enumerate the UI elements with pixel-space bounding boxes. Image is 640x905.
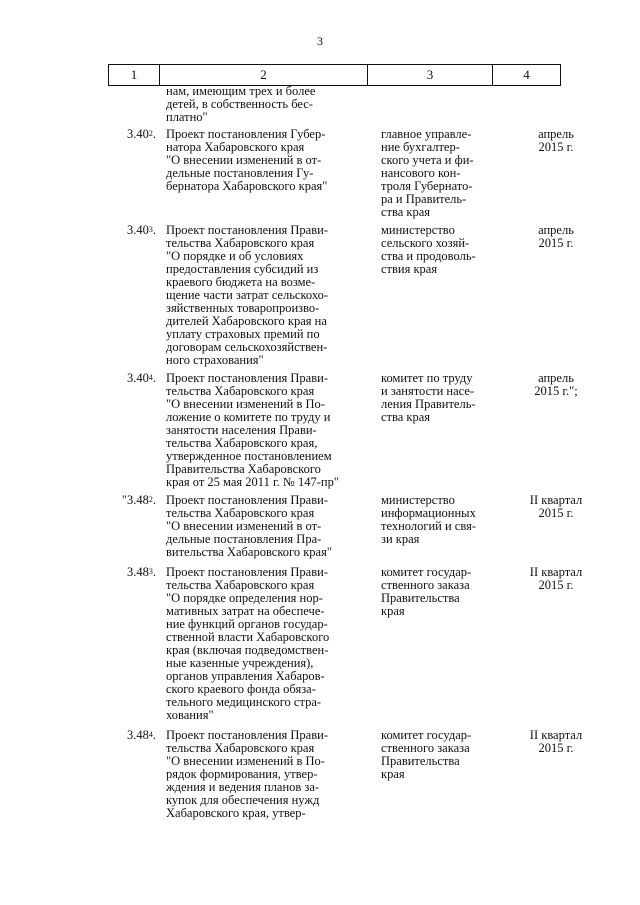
item-number: 3.48$^4$. [127, 728, 156, 742]
item-responsible: министерство сельского хозяй- ства и продоволь- ствия края [381, 223, 476, 276]
item-number: "3.48$^2$. [121, 493, 156, 507]
item-term: II квартал 2015 г. [529, 493, 583, 520]
page-number: 3 [317, 34, 323, 48]
continuation-line: платно" [166, 110, 208, 124]
column-header-2: 2 [160, 65, 368, 86]
column-header-table [108, 64, 561, 86]
item-responsible: комитет по труду и занятости насе- ления Правитель- ства края [381, 371, 476, 424]
item-responsible: комитет государ- ственного заказа Правительства края [381, 728, 472, 781]
item-description: Проект постановления Прави- тельства Хабаровского края "О порядке и об условиях предоставления субсидий из краевого бюджета на возме- щение части затрат сельскохо- зяйственных товаропроизво- дителей Хабаровского края на уплату страховых премий по договорам сельскохозяйствен- ного страхования" [166, 223, 329, 367]
continuation-line: детей, в собственность бес- [166, 97, 313, 111]
item-responsible: главное управле- ние бухгалтер- ского учета и фи- нансового кон- троля Губернато- ра и Правитель- ства края [381, 127, 474, 219]
column-header-3: 3 [368, 65, 493, 86]
continuation-text [166, 85, 371, 124]
item-description: Проект постановления Прави- тельства Хабаровского края "О внесении изменений в от- дельные постановления Пра- вительства Хабаровского края" [166, 493, 332, 559]
item-term: II квартал 2015 г. [529, 728, 583, 755]
item-number: 3.40$^4$. [127, 371, 156, 385]
item-term: апрель 2015 г."; [534, 371, 578, 398]
column-header-1: 1 [109, 65, 160, 86]
continuation-line: нам, имеющим трех и более [166, 84, 316, 98]
item-number: 3.48$^3$. [127, 565, 156, 579]
item-number: 3.40$^3$. [127, 223, 156, 237]
item-description: Проект постановления Прави- тельства Хабаровского края "О внесении изменений в По- рядок формирования, утвер- ждения и ведения планов за- купок для обеспечения нужд Хабаровского края, утвер- [166, 728, 328, 820]
item-term: II квартал 2015 г. [529, 565, 583, 592]
column-header-4: 4 [493, 65, 561, 86]
item-number: 3.40$^2$. [127, 127, 156, 141]
item-description: Проект постановления Прави- тельства Хабаровского края "О внесении изменений в По- ложение о комитете по труду и занятости населения Прави- тельства Хабаровского края, утвержденное постановлением Правительства Хабаровского края от 25 мая 2011 г. № 147-пр" [166, 371, 339, 489]
item-description: Проект постановления Прави- тельства Хабаровского края "О порядке определения нор- мативных затрат на обеспече- ние функций органов государ- ственной власти Хабаровского края (включая подведомствен- ные казенные учреждения), органов управления Хабаров- ского краевого фонда обяза- тельного медицинского стра- хования" [166, 565, 330, 722]
item-term: апрель 2015 г. [538, 127, 574, 154]
item-responsible: комитет государ- ственного заказа Правительства края [381, 565, 472, 618]
item-responsible: министерство информационных технологий и свя- зи края [381, 493, 477, 546]
item-term: апрель 2015 г. [538, 223, 574, 250]
item-description: Проект постановления Губер- натора Хабаровского края "О внесении изменений в от- дельные постановления Гу- бернатора Хабаровского края" [166, 127, 328, 193]
